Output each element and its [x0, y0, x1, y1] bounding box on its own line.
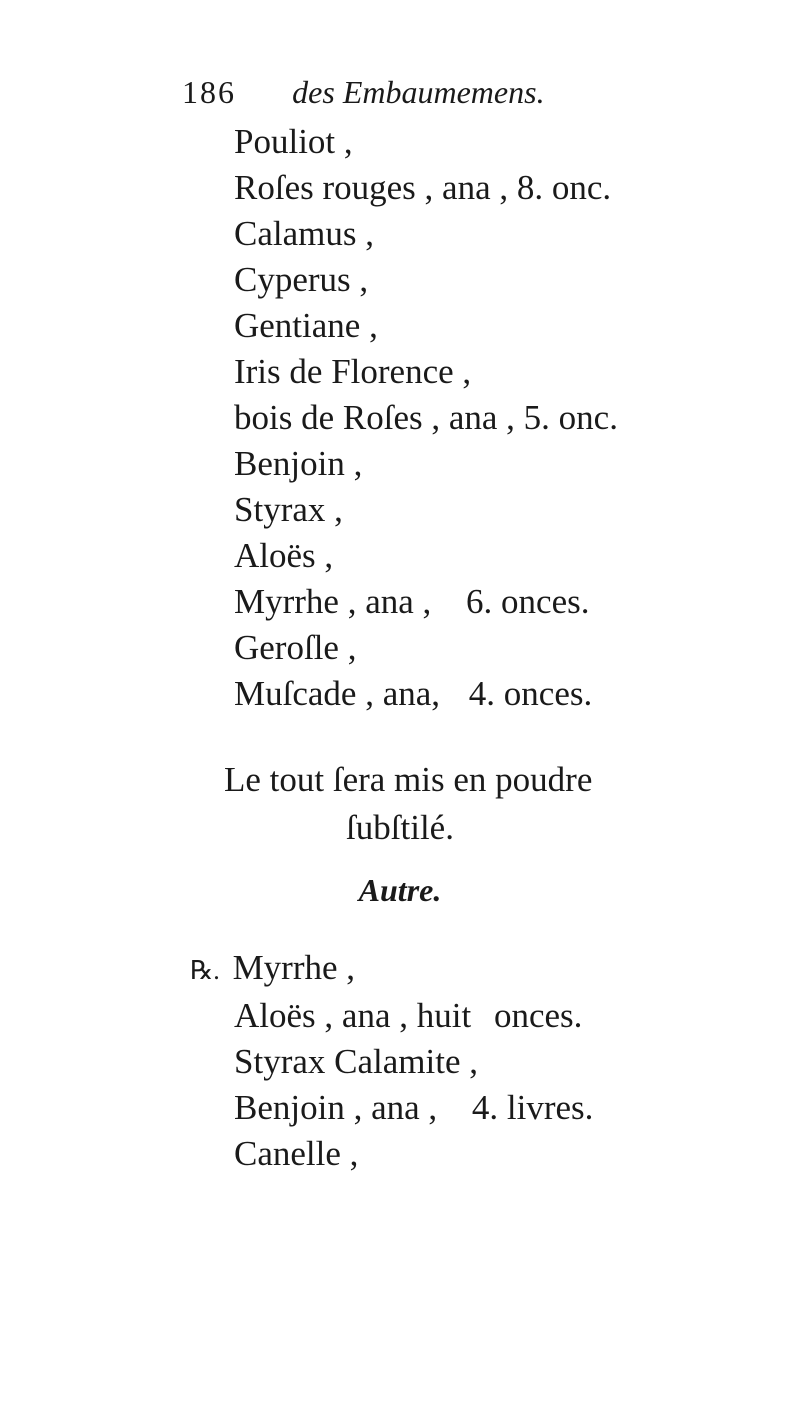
running-title: des Embaumemens. [292, 74, 545, 110]
ingredient-line [234, 534, 333, 578]
ingredient-text: Muſcade , ana, [234, 674, 441, 713]
ingredient-text: Benjoin , ana , [234, 1088, 438, 1127]
ingredient-line [234, 212, 374, 256]
ingredient-text: Myrrhe , [232, 948, 356, 987]
ingredient-text: Myrrhe , ana , [234, 582, 432, 621]
ingredient-text: Gentiane , [234, 306, 378, 345]
ingredient-line [234, 396, 618, 440]
dose-text: 4. livres. [471, 1088, 594, 1127]
ingredient-text: Styrax , [234, 490, 343, 529]
ingredient-line [234, 580, 590, 624]
dose-text: onces. [493, 996, 583, 1035]
ingredient-text: Iris de Florence , [234, 352, 472, 391]
ingredient-line [234, 1132, 358, 1176]
ingredient-line [234, 1040, 478, 1084]
page-number: 186 [182, 74, 236, 110]
ingredient-text: Aloës , ana , huit [234, 996, 472, 1035]
instruction-line: ſubſtilé. [346, 808, 454, 847]
instruction-line: Le tout ſera mis en poudre [224, 760, 593, 799]
ingredient-line [234, 626, 356, 670]
ingredient-line [234, 488, 343, 532]
ingredient-text: Benjoin , [234, 444, 363, 483]
page-header [182, 72, 545, 112]
ingredient-line [234, 166, 611, 210]
recipe-symbol: ℞. [190, 956, 220, 985]
ingredient-text: Calamus , [234, 214, 374, 253]
ingredient-text: Aloës , [234, 536, 334, 575]
ingredient-text: Cyperus , [234, 260, 369, 299]
ingredient-line [234, 994, 582, 1038]
ingredient-line [234, 442, 362, 486]
ingredient-line [190, 946, 355, 993]
ingredient-text: bois de Roſes , ana , 5. onc. [234, 398, 618, 437]
section-heading: Autre. [358, 872, 442, 908]
ingredient-text: Styrax Calamite , [234, 1042, 478, 1081]
ingredient-text: Geroſle , [234, 628, 357, 667]
ingredient-line [234, 258, 368, 302]
ingredient-line [234, 1086, 593, 1130]
ingredient-text: Canelle , [234, 1134, 359, 1173]
dose-text: 6. onces. [466, 582, 590, 621]
ingredient-text: Pouliot , [234, 122, 353, 161]
ingredient-line [234, 350, 471, 394]
ingredient-line [234, 304, 378, 348]
ingredient-line [234, 672, 592, 716]
dose-text: 4. onces. [468, 674, 593, 713]
ingredient-text: Roſes rouges , ana , 8. onc. [234, 168, 612, 207]
ingredient-line [234, 120, 353, 164]
